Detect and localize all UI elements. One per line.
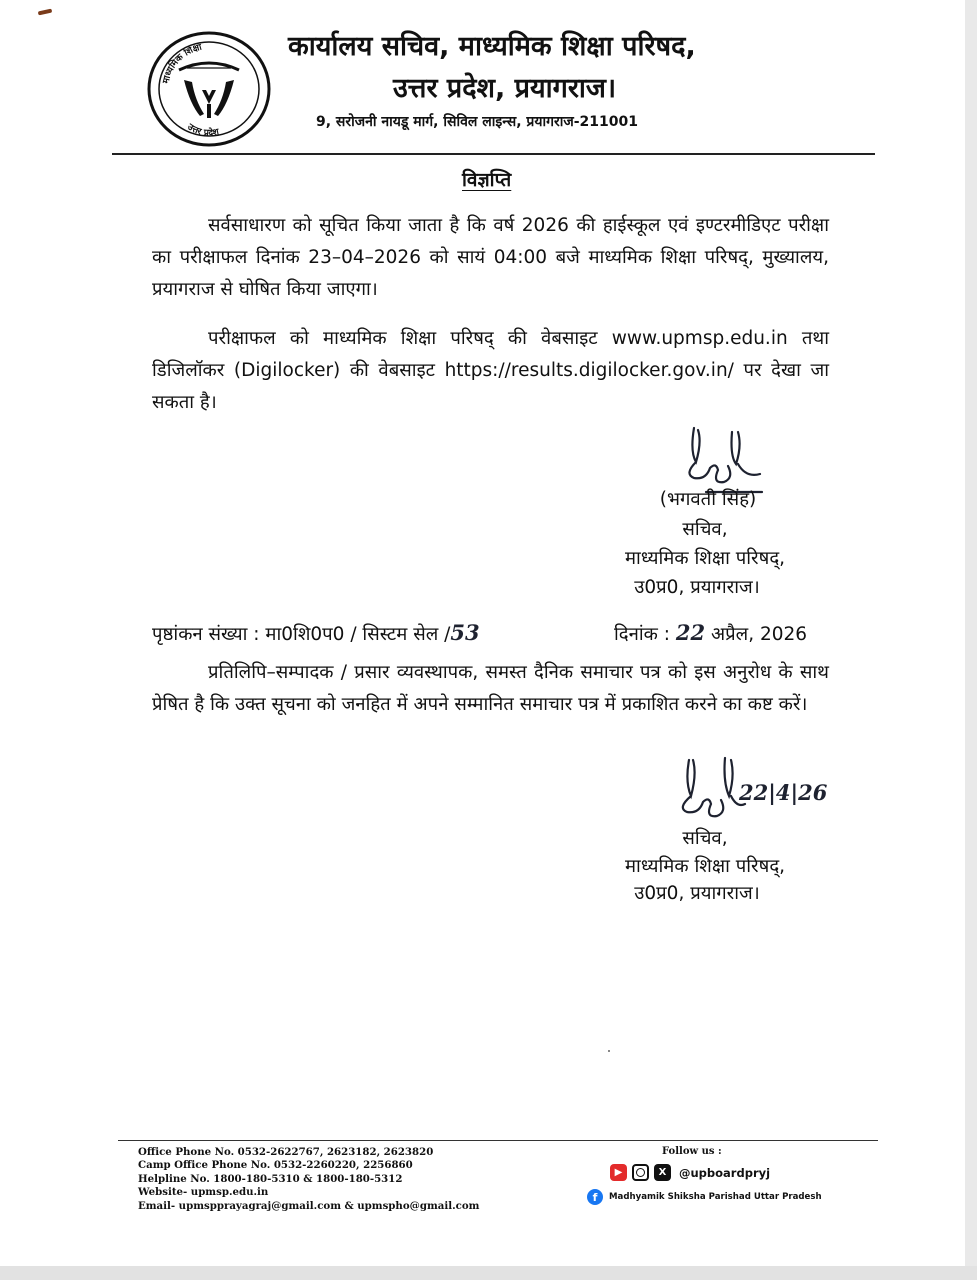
instagram-icon[interactable] <box>632 1164 649 1181</box>
reference-handwritten-number: 53 <box>450 620 480 645</box>
scan-speck <box>608 1050 610 1052</box>
svg-text:उत्तर प्रदेश: उत्तर प्रदेश <box>185 122 220 139</box>
notice-title: विज्ञप्ति <box>462 169 512 191</box>
notice-paragraph-2 <box>152 323 829 419</box>
notice-paragraph-1 <box>152 210 829 306</box>
reference-handwritten-day: 22 <box>675 620 706 645</box>
facebook-page-name[interactable]: Madhyamik Shiksha Parishad Uttar Pradesh <box>609 1192 822 1202</box>
signatory-2-designation: सचिव, <box>682 828 728 849</box>
footer-helpline: Helpline No. 1800-180-5310 & 1800-180-5312 <box>138 1172 403 1185</box>
handwritten-date: 22|4|26 <box>739 780 828 805</box>
reference-date <box>614 620 807 646</box>
scan-mark <box>38 9 53 16</box>
notice-paragraph-2-text: परीक्षाफल को माध्यमिक शिक्षा परिषद् की वेबसाइट www.upmsp.edu.in तथा डिजिलॉकर (Digilocker) की वेबसाइट https://results.digilocker.gov.in/ पर देखा जा सकता है। <box>152 328 829 413</box>
signatory-1-name: (भगवती सिंह) <box>659 489 757 510</box>
facebook-icon[interactable]: f <box>587 1189 603 1205</box>
scan-edge-right <box>965 0 977 1280</box>
signature-2 <box>675 752 845 834</box>
footer-camp-phone: Camp Office Phone No. 0532-2260220, 2256860 <box>138 1159 413 1172</box>
copy-note-text: प्रतिलिपि–सम्पादक / प्रसार व्यवस्थापक, समस्त दैनिक समाचार पत्र को इस अनुरोध के साथ प्रेषित है कि उक्त सूचना को जनहित में अपने सम्मानित समाचार पत्र में प्रकाशित करने का कष्ट करें। <box>152 662 829 715</box>
signatory-1-organization: माध्यमिक शिक्षा परिषद्, <box>624 548 786 569</box>
office-title-line1: कार्यालय सचिव, माध्यमिक शिक्षा परिषद, <box>288 31 696 62</box>
footer-office-phone: Office Phone No. 0532-2622767, 2623182, 2623820 <box>138 1146 434 1158</box>
signatory-2-organization: माध्यमिक शिक्षा परिषद्, <box>624 856 786 877</box>
x-twitter-icon[interactable]: X <box>654 1164 671 1181</box>
follow-us-label: Follow us : <box>662 1146 722 1157</box>
reference-label: पृष्ठांकन संख्या : मा0शि0प0 / सिस्टम सेल / <box>152 624 451 645</box>
copy-note-paragraph <box>152 657 829 721</box>
header-divider <box>112 153 875 155</box>
facebook-row[interactable] <box>587 1189 822 1205</box>
footer-website[interactable]: Website- upmsp.edu.in <box>138 1186 269 1199</box>
scan-edge-bottom <box>0 1266 977 1280</box>
footer-divider <box>118 1140 878 1141</box>
svg-text:माध्यमिक शिक्षा: माध्यमिक शिक्षा <box>161 42 203 85</box>
reference-date-label: दिनांक : <box>614 624 670 645</box>
signatory-1-location: उ0प्र0, प्रयागराज। <box>634 577 760 598</box>
office-address: 9, सरोजनी नायडू मार्ग, सिविल लाइन्स, प्रयागराज-211001 <box>316 114 638 130</box>
social-icons-row <box>610 1164 770 1181</box>
signatory-1-designation: सचिव, <box>682 519 728 540</box>
footer-contacts <box>138 1146 479 1213</box>
reference-number <box>152 620 480 646</box>
signatory-2-location: उ0प्र0, प्रयागराज। <box>634 883 760 904</box>
footer-email[interactable]: Email- upmspprayagraj@gmail.com & upmspho@gmail.com <box>138 1199 480 1212</box>
board-seal-emblem <box>146 30 272 148</box>
office-title-line2: उत्तर प्रदेश, प्रयागराज। <box>393 73 617 104</box>
reference-date-rest: अप्रैल, 2026 <box>711 624 808 645</box>
notice-paragraph-1-text: सर्वसाधारण को सूचित किया जाता है कि वर्ष 2026 की हाईस्कूल एवं इण्टरमीडिएट परीक्षा का परीक्षाफल दिनांक 23–04–2026 को सायं 04:00 बजे माध्यमिक शिक्षा परिषद्, मुख्यालय, प्रयागराज से घोषित किया जाएगा। <box>152 215 829 300</box>
youtube-icon[interactable]: ▶ <box>610 1164 627 1181</box>
social-handle[interactable]: @upboardpryj <box>679 1165 771 1180</box>
